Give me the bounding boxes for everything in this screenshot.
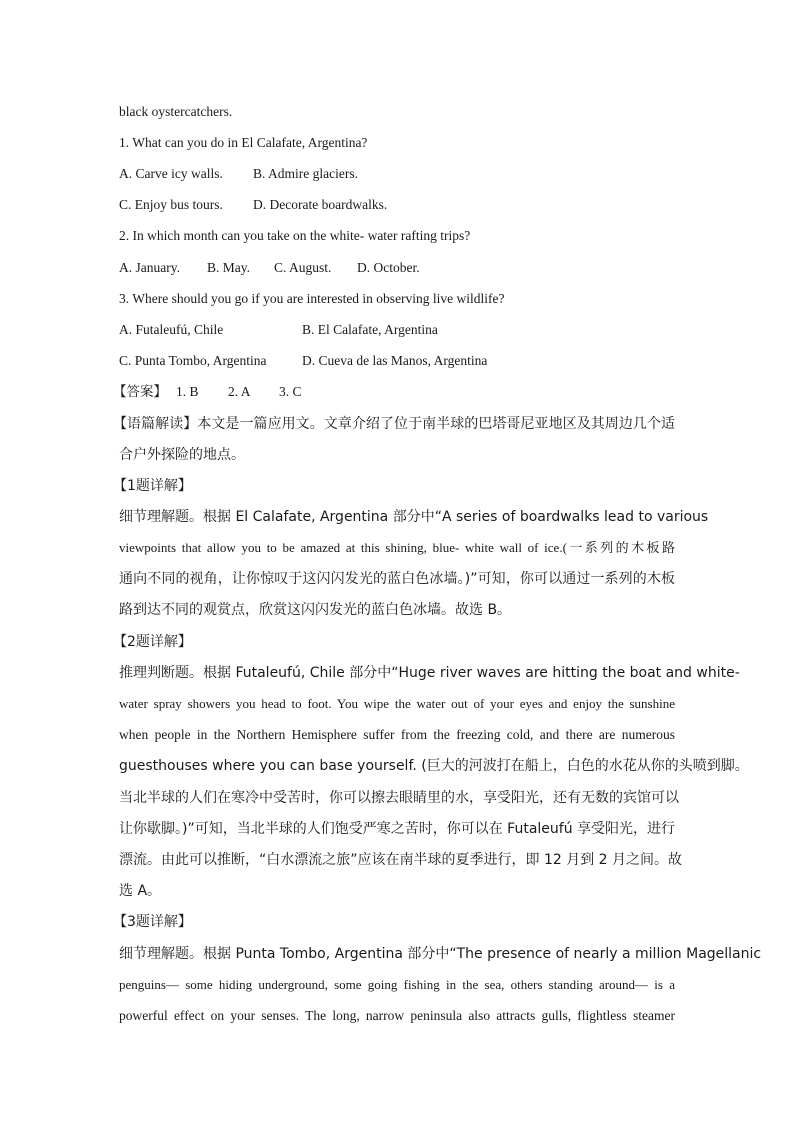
passage-tail-line: black oystercatchers. <box>119 104 233 119</box>
detail-3-line-2: penguins— some hiding underground, some going fishing in the sea, others standing around— is a <box>119 977 675 992</box>
detail-2-line-1: 推理判断题。根据 Futaleufú, Chile 部分中“Huge river waves are hitting the boat and white- <box>119 665 740 681</box>
detail-2-line-5: 当北半球的人们在寒冷中受苦时，你可以擦去眼睛里的水，享受阳光，还有无数的宾馆可以 <box>119 790 679 806</box>
answer-2: 2. A <box>228 384 251 399</box>
detail-3-heading: 【3题详解】 <box>113 914 192 930</box>
q3-option-a: A. Futaleufú, Chile <box>119 322 224 337</box>
detail-2-line-4: guesthouses where you can base yourself. (巨大的河波打在船上，白色的水花从你的头喷到脚。 <box>119 758 749 774</box>
detail-2-line-3: when people in the Northern Hemisphere suffer from the freezing cold, and there are numerous <box>119 727 675 742</box>
q3-option-d: D. Cueva de las Manos, Argentina <box>302 353 488 368</box>
summary-line-1: 【语篇解读】本文是一篇应用文。文章介绍了位于南半球的巴塔哥尼亚地区及其周边几个适 <box>113 416 675 432</box>
detail-1-line-2: viewpoints that allow you to be amazed at this shining, blue- white wall of ice.(一系列的木板路 <box>119 540 675 555</box>
q2-option-c: C. August. <box>274 260 332 275</box>
detail-1-line-1: 细节理解题。根据 El Calafate, Argentina 部分中“A series of boardwalks lead to various <box>119 509 709 525</box>
detail-3-line-3: powerful effect on your senses. The long, narrow peninsula also attracts gulls, flightless steamer <box>119 1008 675 1023</box>
detail-1-heading: 【1题详解】 <box>113 478 192 494</box>
q1-option-a: A. Carve icy walls. <box>119 166 223 181</box>
detail-2-line-2: water spray showers you head to foot. You wipe the water out of your eyes and enjoy the sunshine <box>119 696 675 711</box>
q2-option-b: B. May. <box>207 260 250 275</box>
answer-1: 1. B <box>176 384 199 399</box>
detail-2-heading: 【2题详解】 <box>113 634 192 650</box>
detail-1-line-3: 通向不同的视角，让你惊叹于这闪闪发光的蓝白色冰墙。)”可知，你可以通过一系列的木板 <box>119 571 675 587</box>
answer-3: 3. C <box>279 384 302 399</box>
question-2: 2. In which month can you take on the white- water rafting trips? <box>119 228 471 243</box>
detail-2-line-8: 选 A。 <box>119 883 162 899</box>
question-3: 3. Where should you go if you are interested in observing live wildlife? <box>119 291 505 306</box>
q3-option-c: C. Punta Tombo, Argentina <box>119 353 267 368</box>
q1-option-c: C. Enjoy bus tours. <box>119 197 223 212</box>
q1-option-d: D. Decorate boardwalks. <box>253 197 388 212</box>
question-1: 1. What can you do in El Calafate, Argentina? <box>119 135 368 150</box>
detail-2-line-6: 让你歇脚。)”可知，当北半球的人们饱受严寒之苦时，你可以在 Futaleufú 享受阳光，进行 <box>119 821 676 837</box>
q2-option-d: D. October. <box>357 260 420 275</box>
answer-label: 【答案】 <box>113 384 167 400</box>
detail-2-line-7: 漂流。由此可以推断，“白水漂流之旅”应该在南半球的夏季进行，即 12 月到 2 月之间。故 <box>119 852 683 868</box>
detail-3-line-1: 细节理解题。根据 Punta Tombo, Argentina 部分中“The presence of nearly a million Magellanic <box>119 946 762 962</box>
q2-option-a: A. January. <box>119 260 180 275</box>
q1-option-b: B. Admire glaciers. <box>253 166 358 181</box>
q3-option-b: B. El Calafate, Argentina <box>302 322 438 337</box>
detail-1-line-4: 路到达不同的观赏点，欣赏这闪闪发光的蓝白色冰墙。故选 B。 <box>119 602 512 618</box>
summary-line-2: 合户外探险的地点。 <box>119 447 245 463</box>
